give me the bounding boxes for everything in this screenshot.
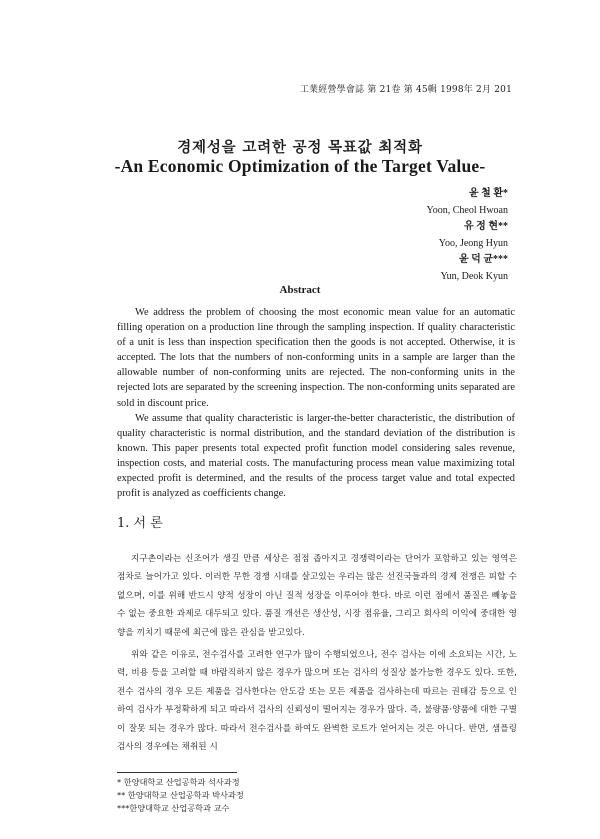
- footnote-1: * 한양대학교 산업공학과 석사과정: [117, 777, 240, 787]
- abstract-paragraph-1: We address the problem of choosing the most economic mean value for an automatic filling operation on a production line through the sampling inspection. If quality characteristic of a unit is less than inspection specification then the goods is not accepted. Otherwise, it is accepted. The lots that the numbers of non-conforming units in a sample are larger than the allowable number of non-conforming units are rejected. The non-conforming units in the rejected lots are separated by the screening inspection. The non-conforming units separated are sold in discount price.: [117, 307, 515, 409]
- body-paragraph-2: 위와 같은 이유로, 전수검사를 고려한 연구가 많이 수행되었으나, 전수 검사는 이에 소요되는 시간, 노력, 비용 등을 고려할 때 바람직하지 않은 경우가 많으며 또는 검사의 성질상 불가능한 경우도 있다. 또한, 전수 검사의 경우 모든 제품을 검사한다는 안도감 또는 모든 제품을 검사하는데 따르는 권태감 등으로 인하여 검사가 부정확하게 되고 따라서 검사의 신뢰성이 떨어지는 경우가 많다. 즉, 불량품·양품에 대한 구별이 잘못 되는 경우가 많다. 따라서 전수검사를 하여도 완벽한 로트가 얻어지는 것은 아니다. 반면, 샘플링 검사의 경우에는 채취된 시: [117, 650, 517, 753]
- abstract-paragraph-2: We assume that quality characteristic is larger-the-better characteristic, the distribution of quality characteristic is normal distribution, and the standard deviation of the distribution is known. This paper presents total expected profit function model considering sales revenue, inspection costs, and material costs. The manufacturing process mean value maximizing total expected profit is determined, and the results of the process target value and total expected profit is analyzed as coefficients change.: [117, 412, 515, 500]
- introduction-body: [117, 550, 517, 756]
- footnote-2: ** 한양대학교 산업공학과 박사과정: [117, 790, 244, 800]
- title-korean: 경제성을 고려한 공정 목표값 최적화: [177, 139, 423, 156]
- title-english: -An Economic Optimization of the Target Value-: [114, 156, 486, 176]
- author-1-english: Yoon, Cheol Hwoan: [426, 204, 508, 216]
- section-heading-introduction: 1. 서 론: [117, 516, 163, 531]
- author-2-korean: 유 정 현**: [464, 221, 508, 232]
- journal-header: 工業經營學會誌 第 21卷 第 45輯 1998年 2月 201: [299, 85, 512, 95]
- author-3-korean: 윤 덕 균***: [459, 254, 508, 265]
- abstract-body: [117, 305, 515, 501]
- body-paragraph-1: 지구촌이라는 신조어가 생길 만큼 세상은 점점 좁아지고 경쟁력이라는 단어가 포함하고 있는 영역은 점차로 늘어가고 있다. 이러한 무한 경쟁 시대를 살고있는 우리는 많은 선진국들과의 경제 전쟁은 피할 수 없으며, 이를 위해 반드시 양적 성장이 아닌 질적 성장을 이루어야 한다. 바로 이런 점에서 품질은 빼놓을 수 없는 중요한 과제로 대두되고 있다. 품질 개선은 생산성, 시장 점유율, 그리고 회사의 이익에 중대한 영향을 끼치기 때문에 최근에 많은 관심을 받고있다.: [117, 554, 517, 638]
- author-2-english: Yoo, Jeong Hyun: [438, 237, 508, 249]
- author-1-korean: 윤 철 환*: [469, 188, 508, 199]
- footnote-3: ***한양대학교 산업공학과 교수: [117, 803, 230, 813]
- abstract-heading: Abstract: [279, 284, 321, 296]
- footnote-divider: [117, 772, 237, 773]
- author-list: [288, 186, 508, 285]
- author-3-english: Yun, Deok Kyun: [440, 270, 508, 282]
- footnotes: [117, 776, 517, 815]
